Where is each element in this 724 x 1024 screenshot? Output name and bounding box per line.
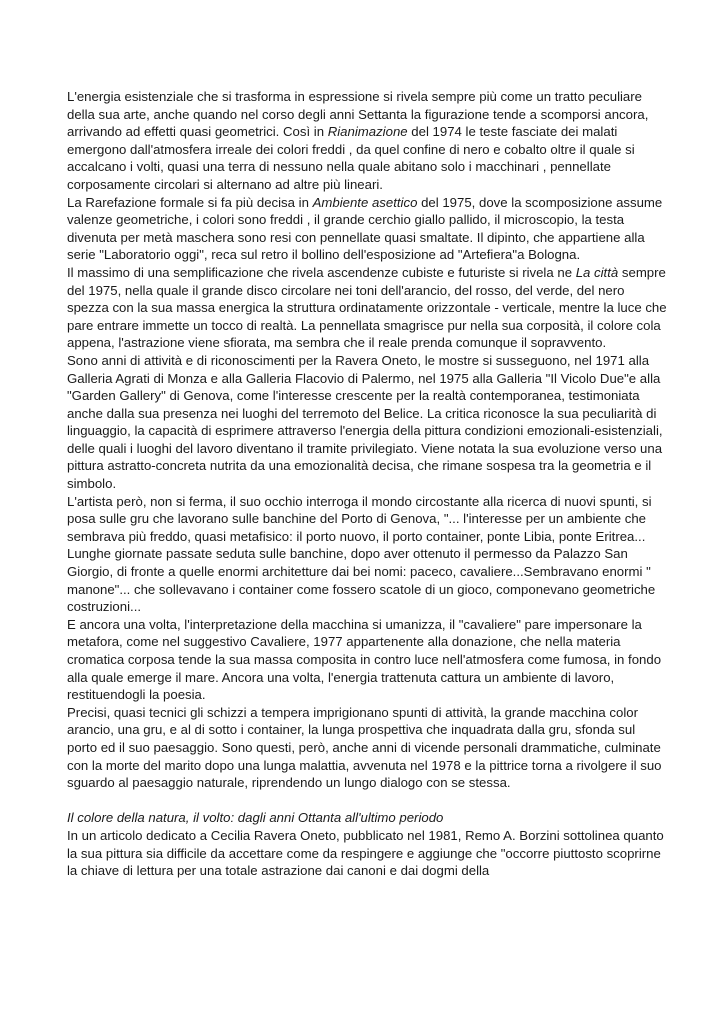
paragraph — [67, 493, 667, 616]
paragraph-text: E ancora una volta, l'interpretazione della macchina si umanizza, il "cavaliere" pare impersonare la metafora, come nel suggestivo Cavaliere, 1977 appartenente alla donazione, che nella materia cromatica corposa tende la sua massa composita in contro luce nell'atmosfera come fumosa, in fondo alla quale emerge il mare. Ancora una volta, l'energia trattenuta cattura un ambiente di lavoro, restituendogli la poesia. — [67, 616, 662, 703]
body-text — [67, 88, 667, 792]
paragraph — [67, 264, 667, 352]
paragraph-text: L'artista però, non si ferma, il suo occhio interroga il mondo circostante alla ricerca di nuovi spunti, si posa sulle gru che lavorano sulle banchine del Porto di Genova, "... l'interesse per un ambiente che sembrava più freddo, quasi metafisico: il porto nuovo, il porto container, ponte Libia, ponte Eritrea... Lunghe giornate passate seduta sulle banchine, dopo aver ottenuto il permesso da Palazzo San Giorgio, di fronte a quelle enormi architetture dai bei nomi: paceco, cavaliere...Sembravano enormi " manone"... che sollevavano i container come fossero scatole di un gioco, componevano geometriche costruzioni... — [67, 493, 656, 615]
paragraph-text: La Rarefazione formale si fa più decisa in — [67, 194, 313, 210]
paragraph-text: sempre del 1975, nella quale il grande disco circolare nei toni dell'arancio, del rosso, del verde, del nero spezza con la sua massa energica la struttura ordinatamente orizzontale - verticale, mentre la luce che pare entrare immette un tocco di realtà. La pennellata smagrisce pur nella sua corposità, il colore cola appena, l'astrazione viene sfiorata, ma sembra che il reale prenda comunque il sopravvento. — [67, 264, 667, 351]
paragraph — [67, 352, 667, 493]
paragraph — [67, 704, 667, 792]
paragraph — [67, 194, 667, 264]
paragraph-text: L'energia esistenziale che si trasforma in espressione si rivela sempre più come un tratto peculiare della sua arte, anche quando nel corso degli anni Settanta la figurazione tende a scomporsi ancora, arrivando ad effetti quasi geometrici. Così in — [67, 89, 649, 140]
paragraph-text: del 1975, dove la scomposizione assume valenze geometriche, i colori sono freddi , il grande cerchio giallo pallido, il microscopio, la testa divenuta per metà maschera sono resi con pennellate quasi smaltate. Il dipinto, che appartiene alla serie "Laboratorio oggi", reca sul retro il bollino dell'esposizione ad "Artefiera"a Bologna. — [67, 194, 663, 263]
closing-paragraph: In un articolo dedicato a Cecilia Ravera Oneto, pubblicato nel 1981, Remo A. Borzini sottolinea quanto la sua pittura sia difficile da accettare come da respingere e aggiunge che "occorre piuttosto scoprirne la chiave di lettura per una totale astrazione dai canoni e dai dogmi della — [67, 827, 664, 879]
artwork-title: Ambiente asettico — [312, 194, 418, 210]
paragraph — [67, 616, 667, 704]
paragraph — [67, 88, 667, 194]
artwork-title: La città — [575, 264, 619, 280]
document-page — [67, 88, 667, 880]
paragraph-text: Precisi, quasi tecnici gli schizzi a tempera imprigionano spunti di attività, la grande macchina color arancio, una gru, e al di sotto i container, la lunga prospettiva che inquadrata dalla gru, sfonda sul porto ed il suo paesaggio. Sono questi, però, anche anni di vicende personali drammatiche, culminate con la morte del marito dopo una lunga malattia, avvenuta nel 1978 e la pittrice torna a rivolgere il suo sguardo al paesaggio naturale, riprendendo un lungo dialogo con se stessa. — [67, 704, 662, 791]
paragraph-text: Il massimo di una semplificazione che rivela ascendenze cubiste e futuriste si rivela ne — [67, 264, 576, 280]
paragraph-text: Sono anni di attività e di riconoscimenti per la Ravera Oneto, le mostre si susseguono, nel 1971 alla Galleria Agrati di Monza e alla Galleria Flacovio di Palermo, nel 1975 alla Galleria "Il Vicolo Due"e alla "Garden Gallery" di Genova, come l'interesse crescente per la realtà contemporanea, testimoniata anche dalla sua presenza nei luoghi del terremoto del Belice. La critica riconosce la sua peculiarità di linguaggio, la capacità di esprimere attraverso l'energia della pittura condizioni emozionali-esistenziali, delle quali i luoghi del lavoro diventano il tramite privilegiato. Viene notata la sua evoluzione verso una pittura astratto-concreta nutrita da una emozionalità decisa, che rimane sospesa tra la geometria e il simbolo. — [67, 352, 663, 492]
paragraph-text: del 1974 le teste fasciate dei malati emergono dall'atmosfera irreale dei colori freddi , da quel confine di nero e cobalto oltre il quale si accalcano i volti, quasi una terra di nessuno nella quale abitano solo i macchinari , pennellate corposamente circolari si alternano ad altre più lineari. — [67, 124, 635, 192]
section-heading: Il colore della natura, il volto: dagli anni Ottanta all'ultimo periodo — [67, 810, 444, 826]
artwork-title: Rianimazione — [327, 124, 408, 140]
